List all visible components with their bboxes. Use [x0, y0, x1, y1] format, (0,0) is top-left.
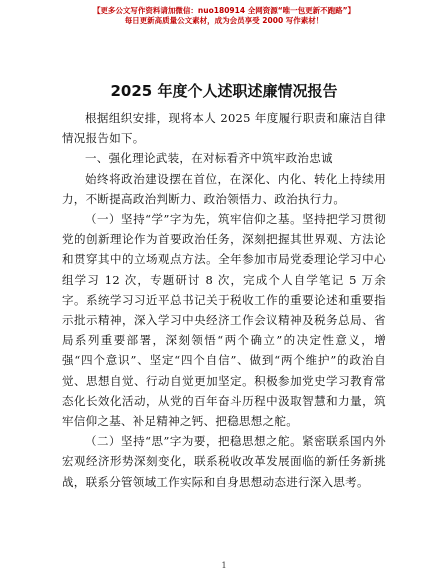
page-number: 1 — [221, 561, 227, 570]
promo-banner-line-1: 【更多公文写作资料请加微信：nuo180914 全网资源“唯一包更新不跑路”】 — [92, 6, 356, 15]
document-body — [62, 108, 386, 492]
subsection-1-paragraph: （一）坚持“学”字为先，筑牢信仰之基。坚持把学习贯彻党的创新理论作为首要政治任务，深刻把握其世界观、方法论和贯穿其中的立场观点方法。全年参加市局党委理论学习中心组学习 12 次，专题研讨 8 次，完成个人自学笔记 5 万余字。系统学习习近平总书记关于税收工作的重要论述和重要指示批示精神，深入学习中央经济工作会议精神及税务总局、省局系列重要部署，深刻领悟“两个确立”的决定性意义，增强“四个意识”、坚定“四个自信”、做到“两个维护”的政治自觉、思想自觉、行动自觉更加坚定。积极参加党史学习教育常态化长效化活动，从党的百年奋斗历程中汲取智慧和力量，筑牢信仰之基、补足精神之钙、把稳思想之舵。 — [62, 212, 386, 429]
promo-banner — [0, 6, 448, 26]
document-title: 2025 年度个人述职述廉情况报告 — [110, 82, 338, 100]
section-heading-1: 一、强化理论武装，在对标看齐中筑牢政治忠诚 — [85, 151, 333, 166]
promo-banner-line-2: 每日更新高质量公文素材，成为会员享受 2000 写作素材！ — [124, 16, 324, 25]
section-summary-paragraph: 始终将政治建设摆在首位，在深化、内化、转化上持续用力，不断提高政治判断力、政治领悟力、政治执行力。 — [62, 171, 386, 206]
subsection-2-paragraph: （二）坚持“思”字为要，把稳思想之舵。紧密联系国内外宏观经济形势深刻变化，联系税收改革发展面临的新任务新挑战，联系分管领域工作实际和自身思想动态进行深入思考。 — [62, 434, 386, 489]
intro-paragraph: 根据组织安排，现将本人 2025 年度履行职责和廉洁自律情况报告如下。 — [62, 111, 386, 146]
